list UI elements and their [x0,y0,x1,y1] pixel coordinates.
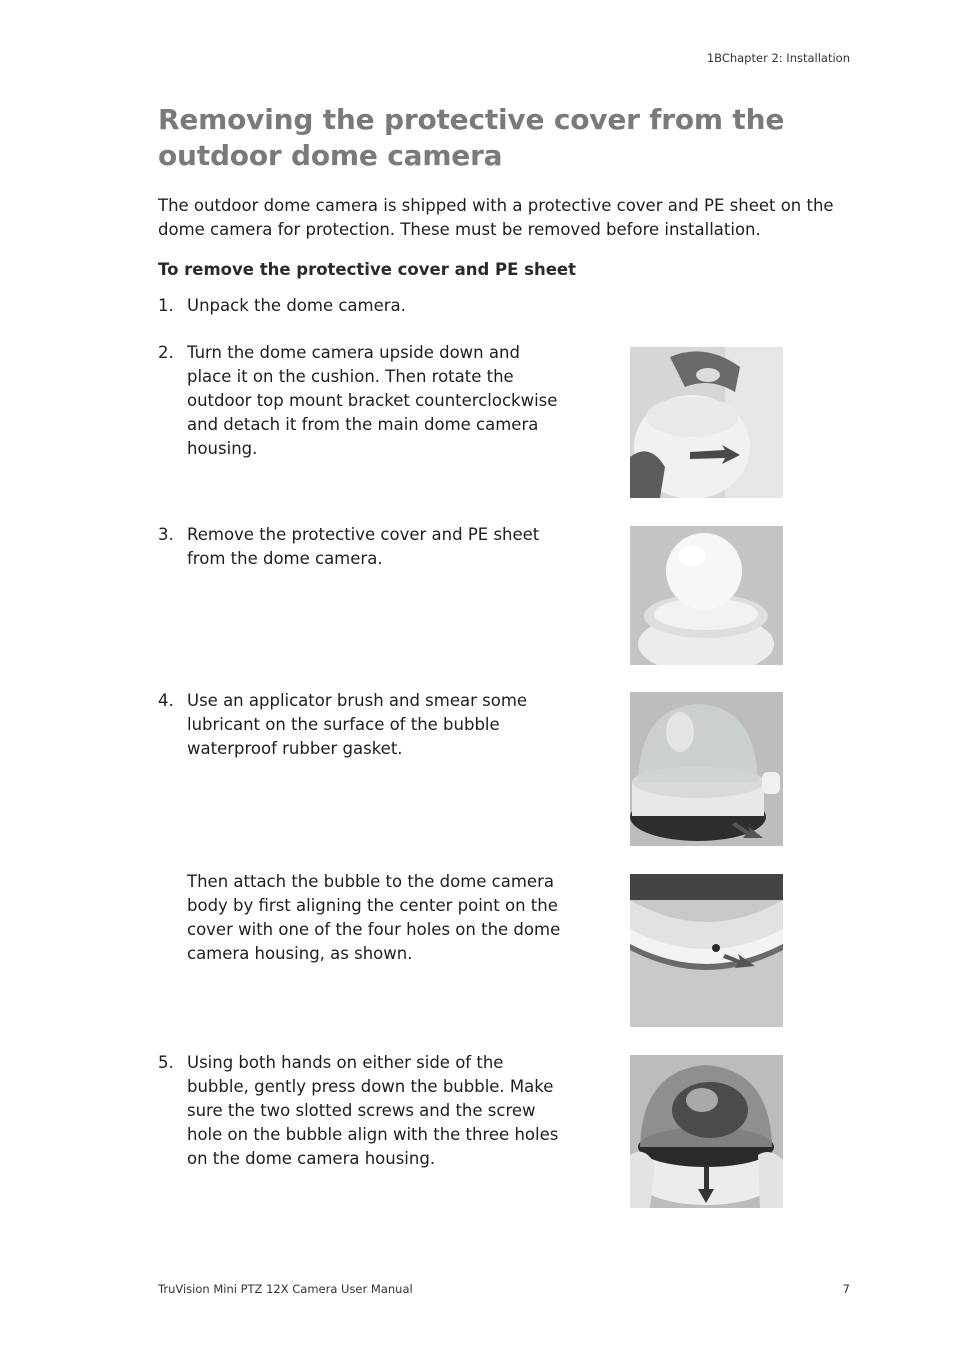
step-number: 4. [158,691,174,710]
photo-protective-cover [630,526,783,665]
step-text: Using both hands on either side of the bubble, gently press down the bubble. Make sure the two slotted screws and the screw hole on the bubble align with the three holes on the dome camera housing. [187,1053,559,1168]
step-number: 5. [158,1053,174,1072]
step-number: 2. [158,343,174,362]
page-title: Removing the protective cover from the outdoor dome camera [158,103,785,172]
gasket-image [630,692,783,846]
photo-detach-bracket [630,347,783,498]
step-2 [158,341,568,461]
step-1 [158,294,568,318]
intro-paragraph: The outdoor dome camera is shipped with a protective cover and PE sheet on the dome camera for protection. These must be removed before installation. [158,196,834,239]
step-text: Use an applicator brush and smear some lubricant on the surface of the bubble waterproof rubber gasket. [187,691,528,758]
photo-align-bubble [630,874,783,1027]
step-4-continued [158,870,568,966]
step-number: 1. [158,296,174,315]
photo-lubricate-gasket [630,692,783,846]
align-bubble-image [630,874,783,1027]
footer-manual-title: TruVision Mini PTZ 12X Camera User Manual [158,1282,413,1296]
step-4 [158,689,568,761]
step-5 [158,1051,568,1171]
step-text: Turn the dome camera upside down and place it on the cushion. Then rotate the outdoor top mount bracket counterclockwise and detach it from the main dome camera housing. [187,343,558,458]
dome-bracket-image [630,347,783,498]
footer-page-number: 7 [842,1282,850,1296]
step-number: 3. [158,525,174,544]
procedure-heading: To remove the protective cover and PE sheet [158,260,576,279]
step-text: Unpack the dome camera. [187,296,406,315]
step-text: Remove the protective cover and PE sheet from the dome camera. [187,525,540,568]
step-3 [158,523,568,571]
protective-cover-image [630,526,783,665]
press-bubble-image [630,1055,783,1208]
photo-press-bubble [630,1055,783,1208]
running-header: 1BChapter 2: Installation [706,51,850,65]
step-text: Then attach the bubble to the dome camera body by first aligning the center point on the cover with one of the four holes on the dome camera housing, as shown. [187,872,561,963]
